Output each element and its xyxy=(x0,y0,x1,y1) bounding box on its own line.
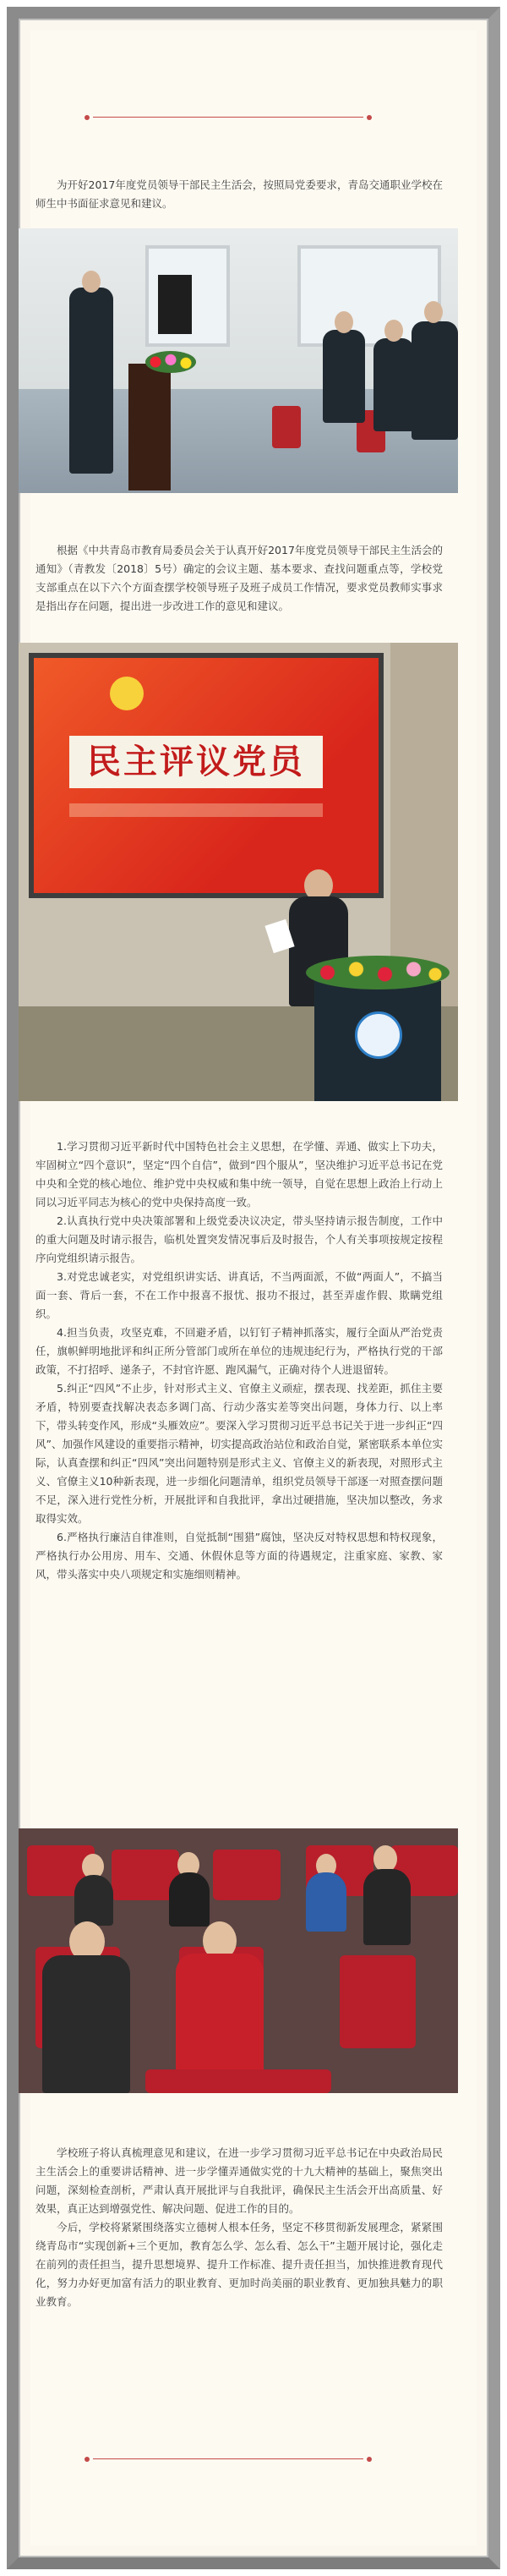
top-divider xyxy=(84,115,372,120)
podium xyxy=(314,981,441,1101)
outro-paragraphs xyxy=(35,2144,443,2311)
intro-paragraph xyxy=(35,176,443,213)
intro-text: 为开好2017年度党员领导干部民主生活会，按照局党委要求，青岛交通职业学校在师生中书面征求意见和建议。 xyxy=(35,178,443,210)
list-item: 4.担当负责，攻坚克难，不回避矛盾，以钉钉子精神抓落实，履行全面从严治党责任，旗帜鲜明地批评和纠正所分管部门或所在单位的违规违纪行为，严格执行党的干部政策，不打招呼、递条子，不封官许愿、跑风漏气，正确对待个人进退留转。 xyxy=(35,1326,443,1376)
school-logo xyxy=(355,1011,402,1059)
bottom-divider xyxy=(84,2457,372,2462)
list-item: 1.学习贯彻习近平新时代中国特色社会主义思想，在学懂、弄通、做实上下功夫，牢固树立“四个意识”，坚定“四个自信”，做到“四个服从”，坚决维护习近平总书记在党中央和全党的核心地位、维护党中央权威和集中统一领导，自觉在思想上政治上行动上同以习近平同志为核心的党中央保持高度一致。 xyxy=(35,1140,443,1209)
basis-text: 根据《中共青岛市教育局委员会关于认真开好2017年度党员领导干部民主生活会的通知》（青教发〔2018〕5号）确定的会议主题、基本要求、查找问题重点等，学校党支部重点在以下六个方面查摆学校领导班子及班子成员工作情况，要求党员教师实事求是指出存在问题，提出进一步改进工作的意见和建议。 xyxy=(35,544,443,612)
banner-photo xyxy=(19,643,458,1101)
list-item: 5.纠正“四风”不止步，针对形式主义、官僚主义顽症，摆表现、找差距，抓住主要矛盾，特别要查找解决表态多调门高、行动少落实差等突出问题，身体力行、以上率下，带头转变作风，形成“头雁效应”。要深入学习贯彻习近平总书记关于进一步纠正“四风”、加强作风建设的重要指示精神，切实提高政治站位和政治自觉，紧密联系本单位实际，认真查摆和纠正“四风”突出问题特别是形式主义、官僚主义的新表现，对照形式主义、官僚主义10种新表现，进一步细化问题清单，组织党员领导干部逐一对照查摆问题不足，深入进行党性分析，开展批评和自我批评，拿出过硬措施，坚决加以整改，务求取得实效。 xyxy=(35,1382,443,1525)
audience-photo xyxy=(19,1828,458,2093)
list-item: 3.对党忠诚老实，对党组织讲实话、讲真话，不当两面派，不做“两面人”，不搞当面一套、背后一套，不在工作中报喜不报忧、报功不报过，甚至弄虚作假、欺瞒党组织。 xyxy=(35,1270,443,1320)
outro-text-2: 今后，学校将紧紧围绕落实立德树人根本任务，坚定不移贯彻新发展理念，紧紧围绕青岛市“实现创新+三个更加，教育怎么学、怎么看、怎么干”主题开展讨论，强化走在前列的责任担当，提升思想境界、提升工作标准、提升责任担当，加快推进教育现代化，努力办好更加富有活力的职业教育、更加时尚美丽的职业教育、更加独具魅力的职业教育。 xyxy=(35,2221,443,2308)
items-list xyxy=(35,1137,443,1584)
list-item: 2.认真执行党中央决策部署和上级党委决议决定，带头坚持请示报告制度，工作中的重大问题及时请示报告，临机处置突发情况事后及时报告，个人有关事项按规定按程序向党组织请示报告。 xyxy=(35,1214,443,1264)
party-emblem-icon xyxy=(110,677,144,710)
outro-text-1: 学校班子将认真梳理意见和建议，在进一步学习贯彻习近平总书记在中央政治局民主生活会上的重要讲话精神、进一步学懂弄通做实党的十九大精神的基础上，聚焦突出问题，深刻检查剖析，严肃认真开展批评与自我批评，确保民主生活会开出高质量、好效果，真正达到增强党性、解决问题、促进工作的目的。 xyxy=(35,2146,443,2215)
meeting-photo xyxy=(19,228,458,493)
basis-paragraph xyxy=(35,541,443,616)
banner-title: 民主评议党员 xyxy=(69,736,323,788)
list-item: 6.严格执行廉洁自律准则，自觉抵制“围猎”腐蚀，坚决反对特权思想和特权现象，严格执行办公用房、用车、交通、休假休息等方面的待遇规定，注重家庭、家教、家风，带头落实中央八项规定和实施细则精神。 xyxy=(35,1531,443,1581)
